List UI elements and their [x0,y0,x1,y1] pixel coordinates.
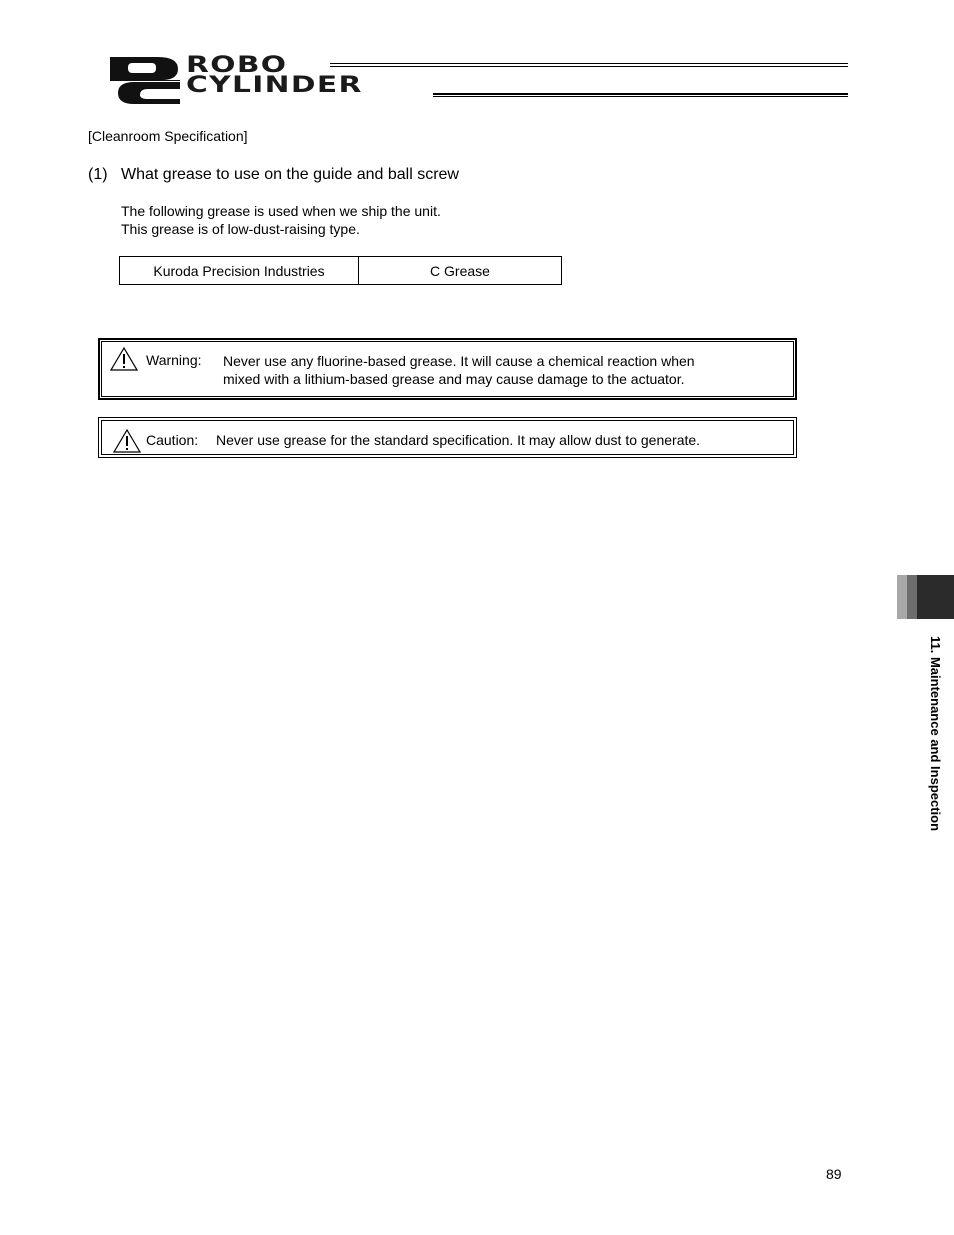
table-row [120,257,562,285]
warning-text [223,352,783,388]
logo-wordmark [186,53,363,98]
logo-line-cylinder: CYLINDER [186,73,363,98]
question-number: (1) [88,166,108,183]
warning-line: mixed with a lithium-based grease and may cause damage to the actuator. [223,371,685,387]
chapter-tab-stripe-light [897,575,907,619]
warning-label: Warning: [146,352,202,368]
logo-line-robo: ROBO [186,53,288,78]
chapter-tab-stripe-mid [907,575,917,619]
caution-box-inner [101,420,794,455]
paragraph-line: The following grease is used when we ship the unit. [121,203,441,219]
grease-maker-cell: Kuroda Precision Industries [120,257,359,285]
grease-product-cell: C Grease [359,257,562,285]
caution-triangle-icon [113,429,141,453]
warning-triangle-icon [110,347,138,371]
rc-logo-mark [108,55,184,105]
question-heading: What grease to use on the guide and ball screw [121,166,459,183]
caution-box [98,417,797,458]
caution-label: Caution: [146,432,199,448]
intro-paragraph [121,202,441,238]
header-rule-bottom [433,93,848,97]
header-rule-top [330,63,848,67]
page-number: 89 [826,1166,842,1182]
grease-table [119,256,562,285]
caution-text: Never use grease for the standard specification. It may allow dust to generate. [216,432,701,448]
paragraph-line: This grease is of low-dust-raising type. [121,221,360,237]
chapter-tab-marker [917,575,954,619]
warning-line: Never use any fluorine-based grease. It will cause a chemical reaction when [223,353,695,369]
chapter-side-label: 11. Maintenance and Inspection [928,636,943,832]
warning-box-inner [101,341,794,397]
warning-box [98,338,797,400]
section-label: [Cleanroom Specification] [88,128,248,144]
